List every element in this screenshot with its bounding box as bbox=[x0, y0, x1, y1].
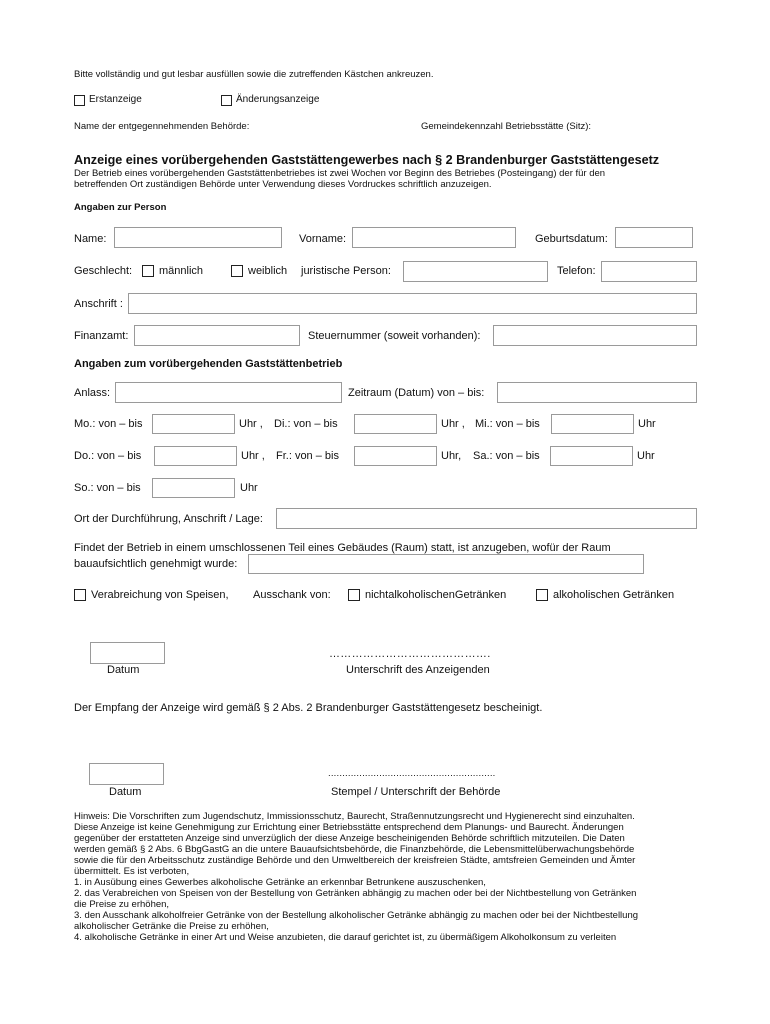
steuernummer-label: Steuernummer (soweit vorhanden): bbox=[308, 330, 481, 342]
stempel-unterschrift-label: Stempel / Unterschrift der Behörde bbox=[331, 786, 501, 798]
ort-field[interactable] bbox=[276, 508, 697, 529]
finanzamt-label: Finanzamt: bbox=[74, 330, 129, 342]
hinweis-line: 1. in Ausübung eines Gewerbes alkoholische Getränke an erkennbar Betrunkene auszuschenken, bbox=[74, 877, 486, 888]
intro-line-2: betreffenden Ort zuständigen Behörde unter Verwendung dieses Vordruckes schriftlich anzuzeigen. bbox=[74, 179, 492, 190]
so-uhr: Uhr bbox=[240, 482, 258, 494]
hinweis-line: werden gemäß § 2 Abs. 6 BbgGastG an die untere Bauaufsichtsbehörde, die Finanzbehörde, die Lebensmittelüberwachungsbehörde bbox=[74, 844, 635, 855]
unterschrift-anzeigender-label: Unterschrift des Anzeigenden bbox=[346, 664, 490, 676]
hinweis-line: übermittelt. Es ist verboten, bbox=[74, 866, 190, 877]
nichtalkoholisch-checkbox[interactable] bbox=[348, 589, 360, 601]
hinweis-line: alkoholischer Getränke die Preise zu erhöhen, bbox=[74, 921, 269, 932]
signature-line-2: ........................................................... bbox=[328, 768, 496, 779]
nichtalkoholisch-label: nichtalkoholischenGetränken bbox=[365, 589, 507, 601]
geburtsdatum-field[interactable] bbox=[615, 227, 693, 248]
erstanzeige-label: Erstanzeige bbox=[89, 94, 142, 105]
anschrift-field[interactable] bbox=[128, 293, 697, 314]
so-label: So.: von – bis bbox=[74, 482, 141, 494]
so-field[interactable] bbox=[152, 478, 235, 498]
geburtsdatum-label: Geburtsdatum: bbox=[535, 233, 608, 245]
gemeindekennzahl-label: Gemeindekennzahl Betriebsstätte (Sitz): bbox=[421, 121, 592, 132]
hinweis-line: 4. alkoholische Getränke in einer Art und Weise anzubieten, die darauf gerichtet ist, zu übermäßigem Alkoholkonsum zu verleiten bbox=[74, 932, 617, 943]
vorname-field[interactable] bbox=[352, 227, 516, 248]
datum-field-1[interactable] bbox=[90, 642, 165, 664]
anschrift-label: Anschrift : bbox=[74, 298, 123, 310]
hinweis-line: die Preise zu erhöhen, bbox=[74, 899, 170, 910]
mo-uhr: Uhr , bbox=[239, 418, 263, 430]
raum-field[interactable] bbox=[248, 554, 644, 574]
speisen-checkbox[interactable] bbox=[74, 589, 86, 601]
finanzamt-field[interactable] bbox=[134, 325, 300, 346]
zeitraum-field[interactable] bbox=[497, 382, 697, 403]
behoerde-label: Name der entgegennehmenden Behörde: bbox=[74, 121, 250, 132]
sa-label: Sa.: von – bis bbox=[473, 450, 540, 462]
telefon-label: Telefon: bbox=[557, 265, 596, 277]
speisen-label: Verabreichung von Speisen, bbox=[91, 589, 229, 601]
hinweis-line: 3. den Ausschank alkoholfreier Getränke von der Bestellung alkoholischer Getränke abhängig zu machen oder bei der Nichtbestellung bbox=[74, 910, 639, 921]
hinweis-line: sowie die für den Arbeitsschutz zuständige Behörde und den Umweltbereich der kreisfreien Städte, amtsfreien Gemeinden und Ämter bbox=[74, 855, 636, 866]
form-title: Anzeige eines vorübergehenden Gaststättengewerbes nach § 2 Brandenburger Gaststättengesetz bbox=[74, 153, 660, 167]
instruction-text: Bitte vollständig und gut lesbar ausfüllen sowie die zutreffenden Kästchen ankreuzen. bbox=[74, 69, 434, 80]
weiblich-checkbox[interactable] bbox=[231, 265, 243, 277]
intro-line-1: Der Betrieb eines vorübergehenden Gaststättenbetriebes ist zwei Wochen vor Beginn des Betriebes (Posteingang) der für den bbox=[74, 168, 606, 179]
hinweis-line: Hinweis: Die Vorschriften zum Jugendschutz, Immissionsschutz, Baurecht, Straßennutzungsrecht und Hygienerecht sind einzuhalten. bbox=[74, 811, 635, 822]
maennlich-label: männlich bbox=[159, 265, 204, 277]
telefon-field[interactable] bbox=[601, 261, 697, 282]
datum-label-2: Datum bbox=[109, 786, 142, 798]
sa-field[interactable] bbox=[550, 446, 633, 466]
mi-uhr: Uhr bbox=[638, 418, 656, 430]
do-uhr: Uhr , bbox=[241, 450, 265, 462]
datum-label-1: Datum bbox=[107, 664, 140, 676]
steuernummer-field[interactable] bbox=[493, 325, 697, 346]
section-betrieb-title: Angaben zum vorübergehenden Gaststättenbetrieb bbox=[74, 358, 343, 370]
ort-label: Ort der Durchführung, Anschrift / Lage: bbox=[74, 513, 263, 525]
vorname-label: Vorname: bbox=[299, 233, 347, 245]
aenderungsanzeige-label: Änderungsanzeige bbox=[236, 94, 320, 105]
name-label: Name: bbox=[74, 233, 107, 245]
fr-label: Fr.: von – bis bbox=[276, 450, 339, 462]
section-person-title: Angaben zur Person bbox=[74, 202, 167, 213]
di-label: Di.: von – bis bbox=[274, 418, 338, 430]
maennlich-checkbox[interactable] bbox=[142, 265, 154, 277]
geschlecht-label: Geschlecht: bbox=[74, 265, 133, 277]
sa-uhr: Uhr bbox=[637, 450, 655, 462]
weiblich-label: weiblich bbox=[248, 265, 288, 277]
juristische-person-field[interactable] bbox=[403, 261, 548, 282]
fr-uhr: Uhr, bbox=[441, 450, 462, 462]
signature-line-1: ……………………………………. bbox=[329, 648, 491, 660]
name-field[interactable] bbox=[114, 227, 282, 248]
datum-field-2[interactable] bbox=[89, 763, 164, 785]
hinweis-line: 2. das Verabreichen von Speisen von der Bestellung von Getränken abhängig zu machen oder bei der Nichtbestellung von Getränken bbox=[74, 888, 637, 899]
raum-line-1: Findet der Betrieb in einem umschlossenen Teil eines Gebäudes (Raum) statt, ist anzugeben, wofür der Raum bbox=[74, 542, 611, 554]
do-field[interactable] bbox=[154, 446, 237, 466]
aenderungsanzeige-checkbox[interactable] bbox=[221, 95, 232, 106]
hinweis-line: Diese Anzeige ist keine Genehmigung zur Errichtung einer Betriebsstätte entsprechend dem Planungs- und Baurecht. Änderungen bbox=[74, 822, 624, 833]
mi-label: Mi.: von – bis bbox=[475, 418, 540, 430]
mo-label: Mo.: von – bis bbox=[74, 418, 143, 430]
di-uhr: Uhr , bbox=[441, 418, 465, 430]
mi-field[interactable] bbox=[551, 414, 634, 434]
alkoholisch-label: alkoholischen Getränken bbox=[553, 589, 675, 601]
anlass-field[interactable] bbox=[115, 382, 342, 403]
erstanzeige-checkbox[interactable] bbox=[74, 95, 85, 106]
alkoholisch-checkbox[interactable] bbox=[536, 589, 548, 601]
do-label: Do.: von – bis bbox=[74, 450, 142, 462]
zeitraum-label: Zeitraum (Datum) von – bis: bbox=[348, 387, 485, 399]
mo-field[interactable] bbox=[152, 414, 235, 434]
raum-line-2: bauaufsichtlich genehmigt wurde: bbox=[74, 558, 238, 570]
empfang-text: Der Empfang der Anzeige wird gemäß § 2 Abs. 2 Brandenburger Gaststättengesetz bescheinigt. bbox=[74, 702, 543, 714]
hinweis-line: gegenüber der erstatteten Anzeige sind unverzüglich der diese Anzeige bescheinigenden Behörde schriftlich mitzuteilen. Die Daten bbox=[74, 833, 625, 844]
anlass-label: Anlass: bbox=[74, 387, 111, 399]
ausschank-label: Ausschank von: bbox=[253, 589, 331, 601]
juristische-person-label: juristische Person: bbox=[301, 265, 391, 277]
fr-field[interactable] bbox=[354, 446, 437, 466]
di-field[interactable] bbox=[354, 414, 437, 434]
